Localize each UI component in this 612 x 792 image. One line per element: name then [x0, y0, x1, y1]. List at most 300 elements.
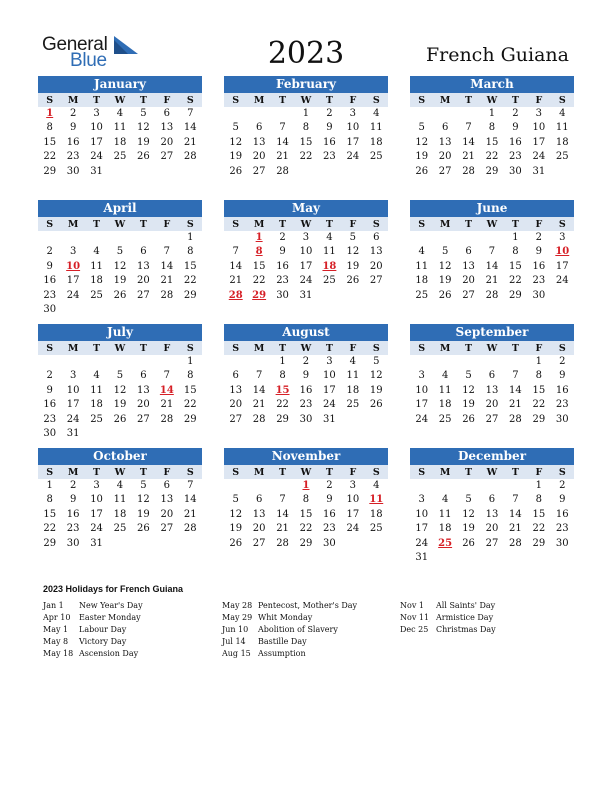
day-empty — [85, 355, 108, 369]
day-cell: 4 — [441, 370, 449, 382]
day-cell: 8 — [302, 494, 310, 506]
day-holiday: 1 — [46, 108, 54, 119]
holiday-name: Whit Monday — [258, 613, 313, 622]
day-cell: 13 — [485, 384, 499, 396]
day-cell: 21 — [229, 275, 243, 287]
day-cell: 23 — [555, 523, 569, 535]
day-cell: 12 — [113, 260, 127, 272]
day-empty — [155, 355, 178, 369]
day-cell: 14 — [276, 136, 289, 148]
day-cell: 20 — [485, 399, 499, 411]
day-holiday: 1 — [302, 480, 310, 491]
day-cell: 1 — [535, 480, 543, 491]
day-empty — [247, 479, 270, 493]
holiday-column — [43, 600, 143, 660]
day-cell: 5 — [465, 494, 472, 506]
day-holiday: 11 — [369, 494, 384, 506]
day-cell: 25 — [90, 289, 103, 301]
day-cell: 13 — [229, 384, 243, 396]
day-cell: 24 — [323, 399, 336, 411]
day-cell: 9 — [326, 494, 333, 506]
day-cell: 26 — [113, 289, 127, 301]
holiday-name: All Saints' Day — [436, 601, 496, 610]
day-cell: 4 — [349, 356, 357, 367]
day-cell: 11 — [369, 122, 383, 134]
day-cell: 20 — [137, 399, 150, 411]
day-cell: 4 — [326, 232, 333, 243]
weekday-label: T — [93, 467, 101, 478]
day-cell: 24 — [66, 289, 80, 301]
day-empty — [457, 107, 480, 121]
day-cell: 28 — [252, 413, 266, 425]
day-cell: 17 — [415, 523, 429, 535]
day-cell: 7 — [232, 246, 239, 258]
day-cell: 24 — [532, 151, 546, 163]
weekday-header — [224, 217, 388, 231]
day-grid — [224, 231, 388, 303]
day-cell: 30 — [555, 537, 569, 549]
day-cell: 1 — [279, 356, 286, 367]
weekday-label: W — [114, 219, 126, 230]
weekday-label: W — [114, 95, 126, 106]
day-empty — [85, 231, 108, 245]
weekday-label: M — [67, 219, 79, 230]
day-cell: 7 — [187, 480, 194, 491]
day-cell: 17 — [66, 275, 80, 287]
day-empty — [504, 479, 527, 493]
day-grid — [38, 231, 202, 317]
day-cell: 25 — [113, 523, 127, 535]
holiday-column — [222, 600, 357, 660]
month-august — [224, 324, 388, 427]
month-february — [224, 76, 388, 179]
day-cell: 25 — [323, 275, 336, 287]
day-cell: 3 — [349, 108, 357, 119]
day-cell: 2 — [535, 232, 543, 243]
holiday-date: Jun 10 — [222, 625, 249, 634]
weekday-label: T — [279, 95, 287, 106]
day-cell: 27 — [137, 289, 150, 301]
day-cell: 15 — [532, 508, 546, 520]
weekday-label: M — [253, 467, 265, 478]
day-cell: 11 — [90, 384, 103, 396]
weekday-header — [410, 465, 574, 479]
day-cell: 24 — [346, 523, 360, 535]
weekday-label: S — [46, 95, 54, 106]
day-cell: 31 — [90, 537, 103, 549]
day-empty — [247, 107, 270, 121]
weekday-label: S — [558, 467, 566, 478]
day-empty — [410, 107, 433, 121]
day-cell: 13 — [160, 122, 174, 134]
day-cell: 5 — [232, 494, 239, 506]
day-cell: 6 — [441, 122, 449, 134]
day-cell: 13 — [369, 246, 383, 258]
brand-word-general: General — [42, 34, 108, 55]
day-cell: 17 — [299, 260, 313, 272]
weekday-label: W — [300, 467, 312, 478]
month-title: February — [224, 76, 388, 93]
day-cell: 18 — [415, 275, 429, 287]
weekday-label: S — [232, 95, 240, 106]
day-cell: 29 — [509, 289, 522, 301]
weekday-header — [38, 465, 202, 479]
month-title: December — [410, 448, 574, 465]
day-cell: 28 — [160, 289, 174, 301]
day-cell: 17 — [346, 136, 360, 148]
day-cell: 30 — [43, 427, 57, 439]
day-cell: 27 — [462, 289, 475, 301]
weekday-label: M — [439, 467, 451, 478]
holiday-item — [43, 636, 143, 648]
day-cell: 16 — [66, 136, 80, 148]
day-cell: 9 — [559, 494, 566, 506]
day-cell: 26 — [229, 165, 243, 177]
weekday-label: S — [232, 219, 240, 230]
weekday-label: T — [511, 467, 519, 478]
day-cell: 27 — [252, 537, 266, 549]
day-cell: 21 — [160, 399, 174, 411]
holiday-name: Bastille Day — [258, 637, 307, 646]
weekday-label: M — [439, 219, 451, 230]
day-cell: 14 — [229, 260, 243, 272]
day-grid — [410, 107, 574, 179]
day-cell: 3 — [559, 232, 566, 243]
day-cell: 22 — [509, 275, 522, 287]
weekday-label: T — [465, 467, 473, 478]
day-cell: 19 — [462, 399, 475, 411]
day-cell: 30 — [66, 165, 80, 177]
weekday-label: S — [186, 343, 194, 354]
holiday-item — [43, 624, 143, 636]
day-cell: 6 — [140, 370, 147, 382]
day-cell: 19 — [369, 384, 383, 396]
month-title: July — [38, 324, 202, 341]
holiday-date: Aug 15 — [222, 649, 251, 658]
weekday-label: M — [253, 343, 265, 354]
day-cell: 15 — [252, 260, 266, 272]
day-cell: 23 — [532, 275, 546, 287]
holiday-date: May 29 — [222, 613, 253, 622]
day-cell: 11 — [555, 122, 569, 134]
weekday-header — [38, 93, 202, 107]
weekday-label: S — [186, 219, 194, 230]
holidays-heading: 2023 Holidays for French Guiana — [43, 584, 184, 594]
holiday-item — [43, 648, 143, 660]
day-cell: 20 — [462, 275, 475, 287]
day-empty — [410, 355, 433, 369]
day-cell: 5 — [465, 370, 472, 382]
day-cell: 18 — [438, 523, 452, 535]
day-cell: 7 — [279, 122, 286, 134]
day-cell: 26 — [346, 275, 360, 287]
day-cell: 9 — [69, 122, 77, 134]
weekday-label: W — [114, 343, 126, 354]
day-cell: 11 — [323, 246, 336, 258]
weekday-label: T — [279, 467, 287, 478]
weekday-label: F — [535, 95, 543, 106]
weekday-label: M — [439, 343, 451, 354]
day-cell: 1 — [46, 480, 53, 491]
day-cell: 18 — [438, 399, 452, 411]
day-cell: 20 — [369, 260, 383, 272]
day-cell: 28 — [276, 537, 289, 549]
weekday-label: W — [486, 467, 498, 478]
day-cell: 5 — [140, 108, 147, 119]
day-cell: 25 — [415, 289, 429, 301]
day-empty — [61, 355, 84, 369]
weekday-label: W — [486, 95, 498, 106]
weekday-label: F — [349, 467, 357, 478]
day-cell: 28 — [462, 165, 475, 177]
day-cell: 24 — [299, 275, 313, 287]
day-cell: 26 — [137, 523, 150, 535]
page-title-year: 2023 — [267, 36, 345, 71]
day-grid — [224, 479, 388, 551]
day-cell: 14 — [183, 122, 197, 134]
holiday-item — [222, 648, 357, 660]
day-cell: 16 — [43, 399, 57, 411]
day-holiday: 28 — [228, 289, 243, 301]
day-cell: 2 — [559, 480, 566, 491]
weekday-label: S — [418, 467, 426, 478]
month-title: May — [224, 200, 388, 217]
weekday-header — [224, 341, 388, 355]
day-cell: 27 — [229, 413, 243, 425]
day-cell: 18 — [113, 136, 127, 148]
day-cell: 15 — [183, 384, 197, 396]
weekday-label: S — [232, 343, 240, 354]
weekday-label: W — [486, 343, 498, 354]
day-cell: 16 — [323, 508, 336, 520]
day-cell: 21 — [276, 523, 289, 535]
day-cell: 9 — [46, 260, 53, 272]
day-cell: 21 — [252, 399, 266, 411]
day-cell: 3 — [349, 480, 357, 491]
day-cell: 27 — [160, 151, 174, 163]
day-empty — [480, 479, 503, 493]
day-cell: 22 — [299, 523, 313, 535]
day-cell: 16 — [323, 136, 336, 148]
day-cell: 20 — [137, 275, 150, 287]
day-cell: 24 — [66, 413, 80, 425]
day-cell: 1 — [302, 108, 310, 119]
day-cell: 17 — [323, 384, 336, 396]
day-cell: 22 — [252, 275, 266, 287]
weekday-label: T — [325, 467, 333, 478]
month-title: March — [410, 76, 574, 93]
day-cell: 25 — [438, 413, 452, 425]
day-cell: 30 — [509, 165, 522, 177]
day-cell: 13 — [160, 494, 174, 506]
day-cell: 16 — [299, 384, 313, 396]
weekday-label: W — [300, 219, 312, 230]
weekday-label: S — [372, 343, 380, 354]
weekday-label: S — [186, 95, 194, 106]
weekday-label: M — [253, 95, 265, 106]
day-cell: 18 — [555, 136, 569, 148]
weekday-label: T — [279, 343, 287, 354]
day-cell: 21 — [276, 151, 289, 163]
day-empty — [108, 355, 131, 369]
brand-word-blue: Blue — [70, 50, 107, 71]
day-grid — [410, 355, 574, 427]
day-cell: 29 — [183, 413, 197, 425]
weekday-label: F — [535, 467, 543, 478]
day-cell: 12 — [462, 508, 475, 520]
day-cell: 16 — [555, 508, 569, 520]
day-cell: 17 — [90, 136, 103, 148]
month-title: October — [38, 448, 202, 465]
day-cell: 23 — [66, 523, 80, 535]
weekday-label: T — [325, 343, 333, 354]
day-cell: 15 — [183, 260, 197, 272]
day-cell: 3 — [93, 108, 100, 119]
month-title: June — [410, 200, 574, 217]
day-cell: 8 — [535, 494, 543, 506]
holiday-date: May 8 — [43, 637, 69, 646]
day-cell: 3 — [69, 370, 77, 382]
day-empty — [457, 479, 480, 493]
day-empty — [457, 355, 480, 369]
day-cell: 7 — [488, 246, 496, 258]
day-cell: 14 — [183, 494, 197, 506]
day-cell: 29 — [532, 537, 546, 549]
day-cell: 20 — [252, 523, 266, 535]
holiday-date: Nov 11 — [400, 613, 430, 622]
day-cell: 11 — [438, 508, 452, 520]
month-june — [410, 200, 574, 303]
day-cell: 14 — [462, 136, 475, 148]
day-cell: 30 — [555, 413, 569, 425]
day-cell: 17 — [90, 508, 103, 520]
weekday-label: S — [558, 95, 566, 106]
day-cell: 20 — [229, 399, 243, 411]
day-holiday: 15 — [275, 384, 290, 396]
day-cell: 9 — [326, 122, 333, 134]
weekday-label: T — [93, 95, 101, 106]
day-cell: 29 — [183, 289, 197, 301]
day-cell: 26 — [438, 289, 452, 301]
day-cell: 20 — [160, 508, 174, 520]
day-cell: 12 — [346, 246, 360, 258]
day-empty — [433, 479, 456, 493]
day-cell: 23 — [323, 151, 336, 163]
month-title: January — [38, 76, 202, 93]
day-cell: 10 — [346, 122, 360, 134]
weekday-label: F — [535, 219, 543, 230]
weekday-label: M — [439, 95, 451, 106]
day-cell: 10 — [415, 508, 429, 520]
weekday-label: T — [325, 219, 333, 230]
day-cell: 20 — [438, 151, 452, 163]
day-cell: 13 — [252, 508, 266, 520]
day-cell: 19 — [113, 399, 127, 411]
day-cell: 28 — [183, 151, 197, 163]
day-cell: 29 — [532, 413, 546, 425]
day-cell: 2 — [326, 480, 333, 491]
month-december — [410, 448, 574, 565]
day-cell: 30 — [276, 289, 289, 301]
day-cell: 16 — [509, 136, 522, 148]
day-empty — [61, 231, 84, 245]
day-cell: 29 — [299, 537, 313, 549]
day-cell: 27 — [137, 413, 150, 425]
day-cell: 24 — [555, 275, 569, 287]
holiday-date: Jul 14 — [222, 637, 246, 646]
day-cell: 24 — [415, 413, 429, 425]
day-cell: 3 — [418, 370, 425, 382]
weekday-label: F — [163, 95, 171, 106]
day-cell: 5 — [418, 122, 425, 134]
day-cell: 6 — [163, 108, 171, 119]
day-empty — [247, 355, 270, 369]
day-cell: 6 — [465, 246, 472, 258]
holiday-date: May 18 — [43, 649, 74, 658]
day-cell: 16 — [555, 384, 569, 396]
day-cell: 17 — [346, 508, 360, 520]
day-cell: 7 — [163, 246, 171, 258]
day-cell: 10 — [90, 494, 103, 506]
day-cell: 2 — [46, 370, 53, 382]
day-cell: 19 — [415, 151, 429, 163]
day-cell: 1 — [187, 232, 194, 243]
weekday-label: F — [163, 219, 171, 230]
holiday-date: May 28 — [222, 601, 253, 610]
day-cell: 8 — [46, 494, 53, 506]
day-holiday: 29 — [252, 289, 267, 301]
day-cell: 18 — [369, 508, 383, 520]
holiday-date: Dec 25 — [400, 625, 429, 634]
day-cell: 13 — [462, 260, 475, 272]
day-cell: 15 — [43, 136, 57, 148]
day-cell: 8 — [302, 122, 310, 134]
day-cell: 21 — [509, 523, 522, 535]
day-cell: 4 — [373, 480, 380, 491]
holiday-name: New Year's Day — [79, 601, 143, 610]
day-cell: 16 — [66, 508, 80, 520]
day-cell: 4 — [93, 370, 100, 382]
weekday-label: T — [93, 343, 101, 354]
day-cell: 13 — [137, 384, 150, 396]
day-cell: 14 — [509, 384, 522, 396]
day-empty — [457, 231, 480, 245]
day-cell: 24 — [346, 151, 360, 163]
weekday-label: T — [511, 219, 519, 230]
day-cell: 23 — [299, 399, 313, 411]
weekday-label: S — [418, 95, 426, 106]
day-cell: 11 — [113, 494, 127, 506]
day-empty — [132, 231, 155, 245]
day-cell: 18 — [113, 508, 127, 520]
day-cell: 4 — [116, 480, 124, 491]
day-cell: 23 — [66, 151, 80, 163]
day-cell: 3 — [69, 246, 77, 258]
day-cell: 5 — [232, 122, 239, 134]
day-cell: 27 — [438, 165, 452, 177]
day-cell: 10 — [323, 370, 336, 382]
day-cell: 25 — [555, 151, 569, 163]
day-cell: 11 — [113, 122, 127, 134]
day-cell: 28 — [509, 537, 522, 549]
day-empty — [38, 355, 61, 369]
day-cell: 3 — [93, 480, 100, 491]
holiday-item — [400, 624, 496, 636]
day-cell: 6 — [255, 494, 263, 506]
holiday-name: Pentecost, Mother's Day — [258, 601, 358, 610]
holiday-column — [400, 600, 496, 636]
day-cell: 15 — [299, 508, 313, 520]
